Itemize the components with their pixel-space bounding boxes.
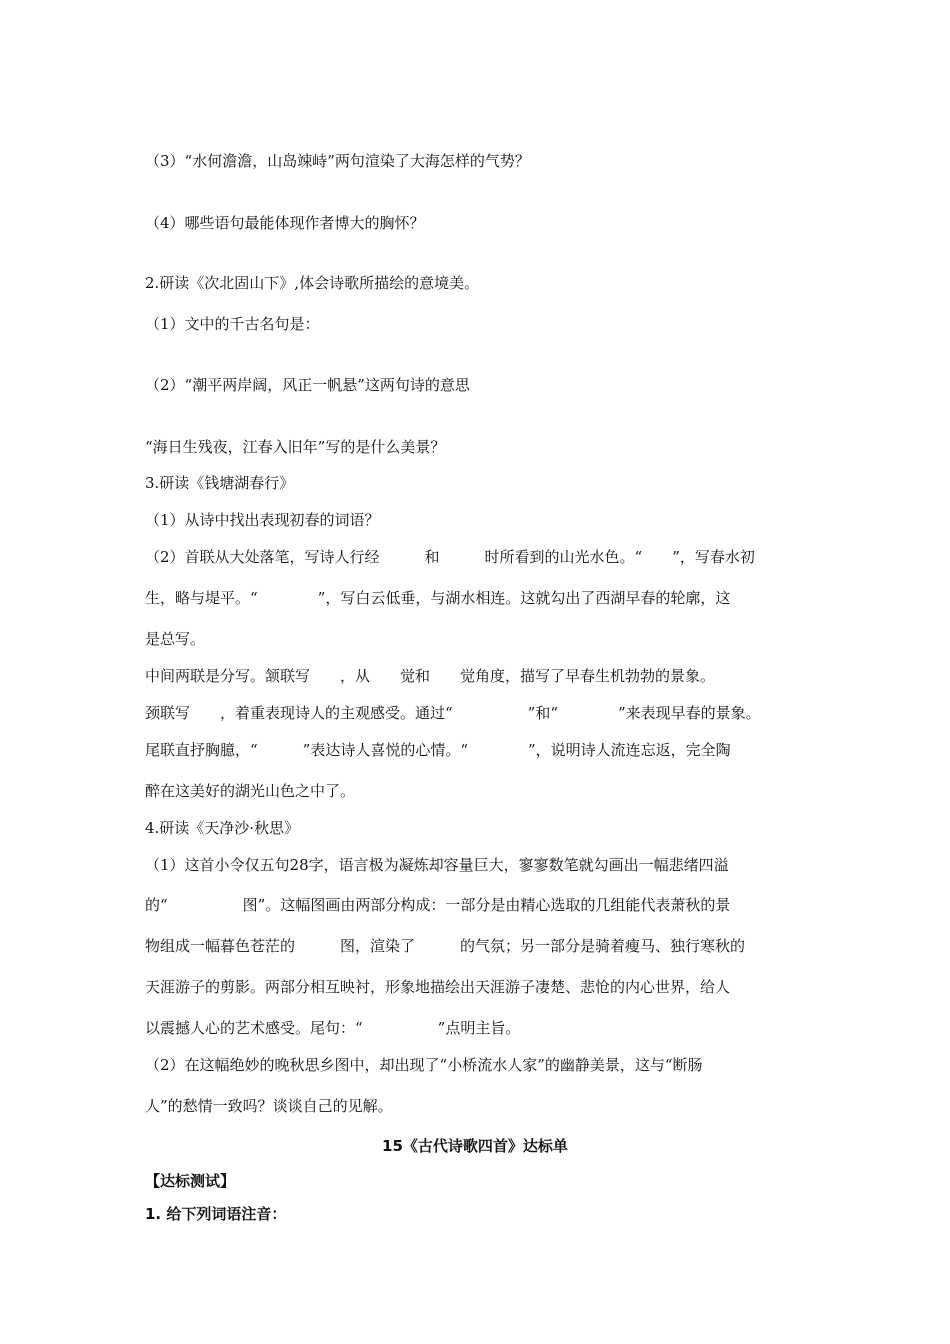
section-2-q1: （1）文中的千古名句是： — [145, 315, 320, 333]
question-3: （3）“水何澹澹，山岛竦峙”两句渲染了大海怎样的气势？ — [145, 152, 530, 170]
section-3-q1: （1）从诗中找出表现初春的词语？ — [145, 511, 380, 529]
test-question-1: 1. 给下列词语注音： — [145, 1205, 287, 1223]
section-3-q2-line2: 生，略与堤平。“ ”，写白云低垂，与湖水相连。这就勾出了西湖早春的轮廓，这 — [145, 589, 731, 607]
section-3-end-line1: 尾联直抒胸臆，“ ”表达诗人喜悦的心情。“ ”，说明诗人流连忘返，完全陶 — [145, 741, 731, 759]
section-4-q1-line2: 的“ 图”。这幅图画由两部分构成：一部分是由精心选取的几组能代表萧秋的景 — [145, 896, 731, 914]
section-4-q1-line4: 天涯游子的剪影。两部分相互映衬，形象地描绘出天涯游子凄楚、悲怆的内心世界，给人 — [145, 978, 731, 996]
section-3-heading: 3.研读《钱塘湖春行》 — [145, 474, 295, 492]
section-2-heading: 2.研读《次北固山下》,体会诗歌所描绘的意境美。 — [145, 274, 480, 292]
page-title: 15《古代诗歌四首》达标单 — [382, 1137, 568, 1155]
section-3-middle-line2: 颈联写 ，着重表现诗人的主观感受。通过“ ”和“ ”来表现早春的景象。 — [145, 704, 761, 722]
question-4: （4）哪些语句最能体现作者博大的胸怀？ — [145, 214, 425, 232]
section-4-q1-line5: 以震撼人心的艺术感受。尾句：“ ”点明主旨。 — [145, 1019, 521, 1037]
section-3-end-line2: 醉在这美好的湖光山色之中了。 — [145, 782, 356, 800]
section-3-q2-line3: 是总写。 — [145, 630, 206, 648]
section-2-q2: （2）“潮平两岸阔，风正一帆悬”这两句诗的意思 — [145, 376, 470, 394]
section-4-q1-line1: （1）这首小令仅五句28字，语言极为凝炼却容量巨大，寥寥数笔就勾画出一幅悲绪四溢 — [145, 856, 729, 874]
section-4-q1-line3: 物组成一幅暮色苍茫的 图，渲染了 的气氛；另一部分是骑着瘦马、独行寒秋的 — [145, 937, 746, 955]
section-3-middle-line1: 中间两联是分写。颔联写 ，从 觉和 觉角度，描写了早春生机勃勃的景象。 — [145, 667, 716, 685]
section-2-q3: “海日生残夜，江春入旧年”写的是什么美景？ — [145, 438, 446, 456]
section-3-q2-line1: （2）首联从大处落笔，写诗人行经 和 时所看到的山光水色。“ ”，写春水初 — [145, 548, 755, 566]
section-4-heading: 4.研读《天净沙·秋思》 — [145, 819, 300, 837]
section-4-q2-line2: 人”的愁情一致吗？谈谈自己的见解。 — [145, 1097, 393, 1115]
section-4-q2-line1: （2）在这幅绝妙的晚秋思乡图中，却出现了“小桥流水人家”的幽静美景，这与“断肠 — [145, 1056, 703, 1074]
test-heading: 【达标测试】 — [145, 1172, 236, 1190]
